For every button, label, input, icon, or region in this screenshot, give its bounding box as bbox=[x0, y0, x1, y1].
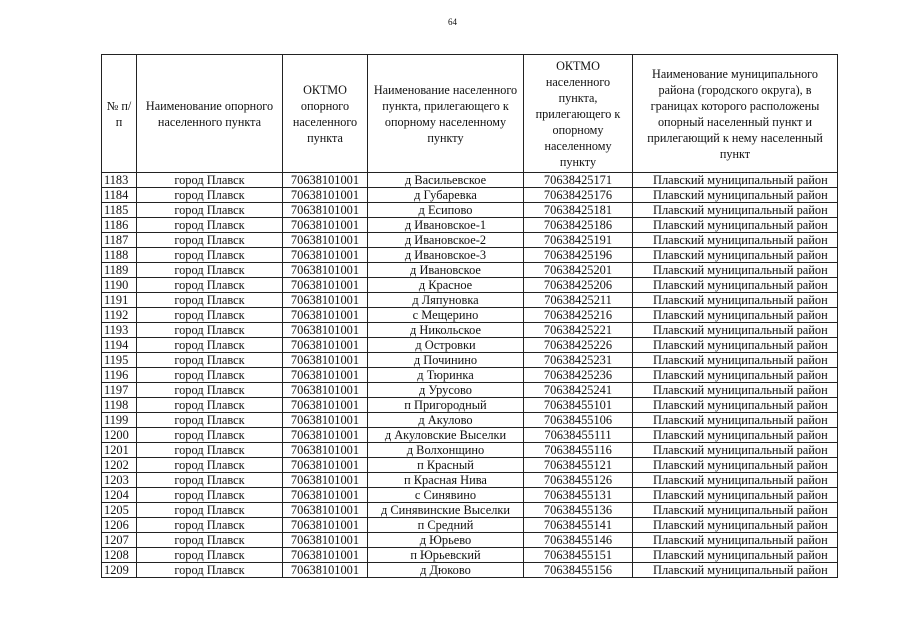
header-num: № п/п bbox=[102, 55, 137, 173]
row-number: 1201 bbox=[102, 443, 137, 458]
header-base-oktmo: ОКТМО опорного населенного пункта bbox=[283, 55, 368, 173]
base-settlement-name: город Плавск bbox=[137, 368, 283, 383]
municipality-name: Плавский муниципальный район bbox=[633, 173, 838, 188]
adjacent-settlement-oktmo: 70638425196 bbox=[524, 248, 633, 263]
base-settlement-oktmo: 70638101001 bbox=[283, 398, 368, 413]
row-number: 1194 bbox=[102, 338, 137, 353]
table-row bbox=[102, 308, 838, 323]
adjacent-settlement-name: д Урусово bbox=[368, 383, 524, 398]
row-number: 1203 bbox=[102, 473, 137, 488]
adjacent-settlement-name: д Починино bbox=[368, 353, 524, 368]
municipality-name: Плавский муниципальный район bbox=[633, 263, 838, 278]
adjacent-settlement-oktmo: 70638455111 bbox=[524, 428, 633, 443]
adjacent-settlement-name: д Ивановское bbox=[368, 263, 524, 278]
base-settlement-oktmo: 70638101001 bbox=[283, 548, 368, 563]
base-settlement-name: город Плавск bbox=[137, 323, 283, 338]
adjacent-settlement-name: д Ивановское-3 bbox=[368, 248, 524, 263]
adjacent-settlement-name: п Средний bbox=[368, 518, 524, 533]
base-settlement-oktmo: 70638101001 bbox=[283, 173, 368, 188]
base-settlement-oktmo: 70638101001 bbox=[283, 428, 368, 443]
row-number: 1188 bbox=[102, 248, 137, 263]
adjacent-settlement-oktmo: 70638425191 bbox=[524, 233, 633, 248]
adjacent-settlement-oktmo: 70638425216 bbox=[524, 308, 633, 323]
municipality-name: Плавский муниципальный район bbox=[633, 323, 838, 338]
base-settlement-name: город Плавск bbox=[137, 443, 283, 458]
table-row bbox=[102, 173, 838, 188]
table-row bbox=[102, 338, 838, 353]
municipality-name: Плавский муниципальный район bbox=[633, 488, 838, 503]
base-settlement-oktmo: 70638101001 bbox=[283, 368, 368, 383]
base-settlement-name: город Плавск bbox=[137, 518, 283, 533]
adjacent-settlement-oktmo: 70638455126 bbox=[524, 473, 633, 488]
base-settlement-oktmo: 70638101001 bbox=[283, 413, 368, 428]
row-number: 1184 bbox=[102, 188, 137, 203]
adjacent-settlement-oktmo: 70638455146 bbox=[524, 533, 633, 548]
adjacent-settlement-oktmo: 70638425226 bbox=[524, 338, 633, 353]
base-settlement-name: город Плавск bbox=[137, 173, 283, 188]
adjacent-settlement-name: д Юрьево bbox=[368, 533, 524, 548]
row-number: 1206 bbox=[102, 518, 137, 533]
base-settlement-oktmo: 70638101001 bbox=[283, 383, 368, 398]
base-settlement-oktmo: 70638101001 bbox=[283, 458, 368, 473]
table-row bbox=[102, 533, 838, 548]
adjacent-settlement-name: д Островки bbox=[368, 338, 524, 353]
adjacent-settlement-name: д Ивановское-1 bbox=[368, 218, 524, 233]
municipality-name: Плавский муниципальный район bbox=[633, 503, 838, 518]
base-settlement-oktmo: 70638101001 bbox=[283, 308, 368, 323]
table-header bbox=[102, 55, 838, 173]
base-settlement-name: город Плавск bbox=[137, 233, 283, 248]
base-settlement-oktmo: 70638101001 bbox=[283, 278, 368, 293]
table-body bbox=[102, 173, 838, 578]
table-row bbox=[102, 413, 838, 428]
municipality-name: Плавский муниципальный район bbox=[633, 563, 838, 578]
adjacent-settlement-oktmo: 70638425176 bbox=[524, 188, 633, 203]
adjacent-settlement-name: п Красная Нива bbox=[368, 473, 524, 488]
settlements-table bbox=[101, 54, 838, 578]
row-number: 1202 bbox=[102, 458, 137, 473]
base-settlement-name: город Плавск bbox=[137, 533, 283, 548]
row-number: 1207 bbox=[102, 533, 137, 548]
adjacent-settlement-name: д Акулово bbox=[368, 413, 524, 428]
adjacent-settlement-oktmo: 70638425236 bbox=[524, 368, 633, 383]
adjacent-settlement-name: д Красное bbox=[368, 278, 524, 293]
adjacent-settlement-name: д Ляпуновка bbox=[368, 293, 524, 308]
adjacent-settlement-name: д Васильевское bbox=[368, 173, 524, 188]
municipality-name: Плавский муниципальный район bbox=[633, 293, 838, 308]
table-row bbox=[102, 353, 838, 368]
base-settlement-name: город Плавск bbox=[137, 338, 283, 353]
adjacent-settlement-name: с Мещерино bbox=[368, 308, 524, 323]
header-base-name: Наименование опорного населенного пункта bbox=[137, 55, 283, 173]
municipality-name: Плавский муниципальный район bbox=[633, 533, 838, 548]
base-settlement-name: город Плавск bbox=[137, 308, 283, 323]
base-settlement-oktmo: 70638101001 bbox=[283, 473, 368, 488]
base-settlement-name: город Плавск bbox=[137, 218, 283, 233]
adjacent-settlement-oktmo: 70638425211 bbox=[524, 293, 633, 308]
table-row bbox=[102, 293, 838, 308]
adjacent-settlement-oktmo: 70638425201 bbox=[524, 263, 633, 278]
adjacent-settlement-oktmo: 70638425186 bbox=[524, 218, 633, 233]
table-row bbox=[102, 443, 838, 458]
adjacent-settlement-name: с Синявино bbox=[368, 488, 524, 503]
row-number: 1197 bbox=[102, 383, 137, 398]
base-settlement-oktmo: 70638101001 bbox=[283, 188, 368, 203]
municipality-name: Плавский муниципальный район bbox=[633, 278, 838, 293]
header-municipality: Наименование муниципального района (городского округа), в границах которого расположены опорный населенный пункт и прилегающий к нему населенный пункт bbox=[633, 55, 838, 173]
base-settlement-oktmo: 70638101001 bbox=[283, 443, 368, 458]
base-settlement-oktmo: 70638101001 bbox=[283, 263, 368, 278]
table-row bbox=[102, 278, 838, 293]
table-row bbox=[102, 488, 838, 503]
table-row bbox=[102, 248, 838, 263]
row-number: 1186 bbox=[102, 218, 137, 233]
adjacent-settlement-name: д Никольское bbox=[368, 323, 524, 338]
row-number: 1199 bbox=[102, 413, 137, 428]
adjacent-settlement-oktmo: 70638455116 bbox=[524, 443, 633, 458]
adjacent-settlement-name: п Юрьевский bbox=[368, 548, 524, 563]
adjacent-settlement-oktmo: 70638455141 bbox=[524, 518, 633, 533]
base-settlement-name: город Плавск bbox=[137, 548, 283, 563]
adjacent-settlement-oktmo: 70638425206 bbox=[524, 278, 633, 293]
row-number: 1190 bbox=[102, 278, 137, 293]
row-number: 1200 bbox=[102, 428, 137, 443]
row-number: 1187 bbox=[102, 233, 137, 248]
adjacent-settlement-name: д Тюринка bbox=[368, 368, 524, 383]
adjacent-settlement-name: д Акуловские Выселки bbox=[368, 428, 524, 443]
row-number: 1204 bbox=[102, 488, 137, 503]
table-row bbox=[102, 188, 838, 203]
municipality-name: Плавский муниципальный район bbox=[633, 218, 838, 233]
adjacent-settlement-name: п Пригородный bbox=[368, 398, 524, 413]
base-settlement-oktmo: 70638101001 bbox=[283, 488, 368, 503]
base-settlement-oktmo: 70638101001 bbox=[283, 533, 368, 548]
base-settlement-name: город Плавск bbox=[137, 293, 283, 308]
municipality-name: Плавский муниципальный район bbox=[633, 398, 838, 413]
base-settlement-oktmo: 70638101001 bbox=[283, 233, 368, 248]
base-settlement-name: город Плавск bbox=[137, 563, 283, 578]
municipality-name: Плавский муниципальный район bbox=[633, 188, 838, 203]
base-settlement-oktmo: 70638101001 bbox=[283, 218, 368, 233]
base-settlement-oktmo: 70638101001 bbox=[283, 518, 368, 533]
adjacent-settlement-name: д Синявинские Выселки bbox=[368, 503, 524, 518]
adjacent-settlement-name: д Волхонщино bbox=[368, 443, 524, 458]
adjacent-settlement-oktmo: 70638425241 bbox=[524, 383, 633, 398]
table-row bbox=[102, 503, 838, 518]
row-number: 1183 bbox=[102, 173, 137, 188]
adjacent-settlement-oktmo: 70638425221 bbox=[524, 323, 633, 338]
municipality-name: Плавский муниципальный район bbox=[633, 443, 838, 458]
municipality-name: Плавский муниципальный район bbox=[633, 428, 838, 443]
table-row bbox=[102, 458, 838, 473]
row-number: 1192 bbox=[102, 308, 137, 323]
table-row bbox=[102, 428, 838, 443]
row-number: 1195 bbox=[102, 353, 137, 368]
adjacent-settlement-name: д Есипово bbox=[368, 203, 524, 218]
base-settlement-name: город Плавск bbox=[137, 488, 283, 503]
base-settlement-name: город Плавск bbox=[137, 473, 283, 488]
base-settlement-name: город Плавск bbox=[137, 203, 283, 218]
adjacent-settlement-name: д Губаревка bbox=[368, 188, 524, 203]
adjacent-settlement-oktmo: 70638455156 bbox=[524, 563, 633, 578]
base-settlement-oktmo: 70638101001 bbox=[283, 353, 368, 368]
table-row bbox=[102, 323, 838, 338]
municipality-name: Плавский муниципальный район bbox=[633, 473, 838, 488]
table-row bbox=[102, 368, 838, 383]
municipality-name: Плавский муниципальный район bbox=[633, 548, 838, 563]
adjacent-settlement-oktmo: 70638455106 bbox=[524, 413, 633, 428]
base-settlement-oktmo: 70638101001 bbox=[283, 338, 368, 353]
table-row bbox=[102, 548, 838, 563]
row-number: 1198 bbox=[102, 398, 137, 413]
row-number: 1193 bbox=[102, 323, 137, 338]
table-row bbox=[102, 473, 838, 488]
adjacent-settlement-name: д Ивановское-2 bbox=[368, 233, 524, 248]
municipality-name: Плавский муниципальный район bbox=[633, 233, 838, 248]
base-settlement-oktmo: 70638101001 bbox=[283, 203, 368, 218]
table-row bbox=[102, 563, 838, 578]
header-adjacent-oktmo: ОКТМО населенного пункта, прилегающего к опорному населенному пункту bbox=[524, 55, 633, 173]
base-settlement-oktmo: 70638101001 bbox=[283, 293, 368, 308]
adjacent-settlement-oktmo: 70638425171 bbox=[524, 173, 633, 188]
adjacent-settlement-oktmo: 70638455121 bbox=[524, 458, 633, 473]
header-adjacent-name: Наименование населенного пункта, прилегающего к опорному населенному пункту bbox=[368, 55, 524, 173]
municipality-name: Плавский муниципальный район bbox=[633, 248, 838, 263]
row-number: 1185 bbox=[102, 203, 137, 218]
base-settlement-name: город Плавск bbox=[137, 188, 283, 203]
adjacent-settlement-oktmo: 70638455101 bbox=[524, 398, 633, 413]
base-settlement-name: город Плавск bbox=[137, 503, 283, 518]
base-settlement-name: город Плавск bbox=[137, 278, 283, 293]
municipality-name: Плавский муниципальный район bbox=[633, 383, 838, 398]
municipality-name: Плавский муниципальный район bbox=[633, 203, 838, 218]
table-row bbox=[102, 203, 838, 218]
table-row bbox=[102, 518, 838, 533]
base-settlement-oktmo: 70638101001 bbox=[283, 248, 368, 263]
row-number: 1208 bbox=[102, 548, 137, 563]
municipality-name: Плавский муниципальный район bbox=[633, 413, 838, 428]
municipality-name: Плавский муниципальный район bbox=[633, 308, 838, 323]
adjacent-settlement-oktmo: 70638455136 bbox=[524, 503, 633, 518]
table-row bbox=[102, 218, 838, 233]
adjacent-settlement-oktmo: 70638425181 bbox=[524, 203, 633, 218]
base-settlement-name: город Плавск bbox=[137, 398, 283, 413]
adjacent-settlement-oktmo: 70638425231 bbox=[524, 353, 633, 368]
base-settlement-name: город Плавск bbox=[137, 458, 283, 473]
row-number: 1205 bbox=[102, 503, 137, 518]
table-row bbox=[102, 263, 838, 278]
adjacent-settlement-oktmo: 70638455151 bbox=[524, 548, 633, 563]
row-number: 1196 bbox=[102, 368, 137, 383]
adjacent-settlement-oktmo: 70638455131 bbox=[524, 488, 633, 503]
table-row bbox=[102, 233, 838, 248]
municipality-name: Плавский муниципальный район bbox=[633, 518, 838, 533]
table-row bbox=[102, 398, 838, 413]
row-number: 1189 bbox=[102, 263, 137, 278]
municipality-name: Плавский муниципальный район bbox=[633, 353, 838, 368]
base-settlement-name: город Плавск bbox=[137, 263, 283, 278]
row-number: 1209 bbox=[102, 563, 137, 578]
municipality-name: Плавский муниципальный район bbox=[633, 368, 838, 383]
base-settlement-name: город Плавск bbox=[137, 428, 283, 443]
adjacent-settlement-name: п Красный bbox=[368, 458, 524, 473]
row-number: 1191 bbox=[102, 293, 137, 308]
page-number: 64 bbox=[448, 17, 457, 27]
base-settlement-oktmo: 70638101001 bbox=[283, 563, 368, 578]
base-settlement-oktmo: 70638101001 bbox=[283, 503, 368, 518]
base-settlement-name: город Плавск bbox=[137, 413, 283, 428]
base-settlement-oktmo: 70638101001 bbox=[283, 323, 368, 338]
base-settlement-name: город Плавск bbox=[137, 248, 283, 263]
municipality-name: Плавский муниципальный район bbox=[633, 338, 838, 353]
base-settlement-name: город Плавск bbox=[137, 353, 283, 368]
base-settlement-name: город Плавск bbox=[137, 383, 283, 398]
adjacent-settlement-name: д Дюково bbox=[368, 563, 524, 578]
municipality-name: Плавский муниципальный район bbox=[633, 458, 838, 473]
table-row bbox=[102, 383, 838, 398]
